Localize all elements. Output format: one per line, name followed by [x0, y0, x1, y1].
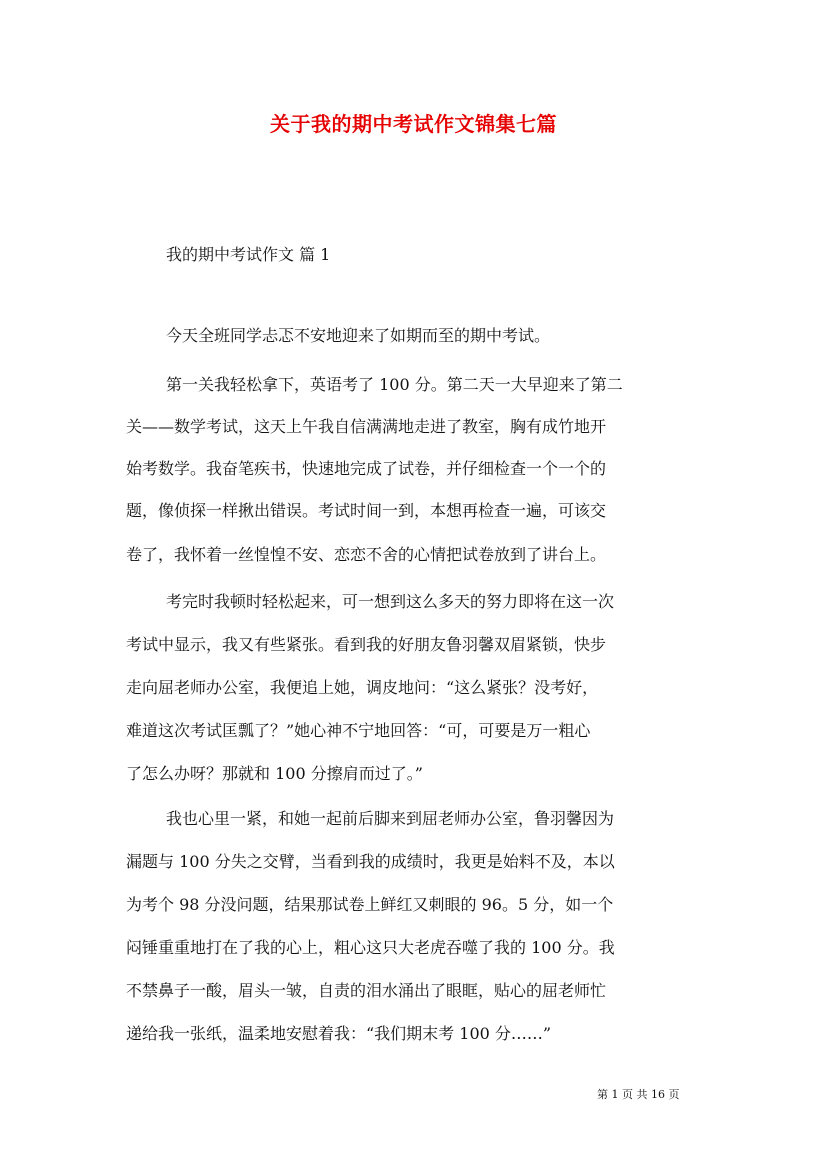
- body-line: 漏题与 100 分失之交臂，当看到我的成绩时，我更是始料不及，本以: [126, 852, 615, 871]
- body-line: 今天全班同学忐忑不安地迎来了如期而至的期中考试。: [166, 326, 551, 345]
- body-line: 考完时我顿时轻松起来，可一想到这么多天的努力即将在这一次: [166, 592, 615, 611]
- body-line: 递给我一张纸，温柔地安慰着我：“我们期末考 100 分……”: [126, 1024, 552, 1043]
- body-line: 第一关我轻松拿下，英语考了 100 分。第二天一大早迎来了第二: [166, 375, 623, 394]
- body-line: 考试中显示，我又有些紧张。看到我的好朋友鲁羽馨双眉紧锁，快步: [126, 635, 607, 654]
- body-line: 关——数学考试，这天上午我自信满满地走进了教室，胸有成竹地开: [126, 417, 607, 436]
- body-line: 走向屈老师办公室，我便追上她，调皮地问：“这么紧张？没考好，: [126, 678, 599, 697]
- body-line: 难道这次考试匡瓢了？”她心神不宁地回答：“可，可要是万一粗心: [126, 721, 591, 740]
- body-line: 卷了，我怀着一丝惶惶不安、恋恋不舍的心情把试卷放到了讲台上。: [126, 545, 607, 564]
- body-line: 不禁鼻子一酸，眉头一皱，自责的泪水涌出了眼眶，贴心的屈老师忙: [126, 981, 607, 1000]
- essay-heading: 我的期中考试作文 篇 1: [166, 245, 331, 264]
- document-title: 关于我的期中考试作文锦集七篇: [270, 112, 557, 136]
- body-line: 题，像侦探一样揪出错误。考试时间一到，本想再检查一遍，可该交: [126, 501, 607, 520]
- body-line: 闷锤重重地打在了我的心上，粗心这只大老虎吞噬了我的 100 分。我: [126, 938, 615, 957]
- body-line: 我也心里一紧，和她一起前后脚来到屈老师办公室，鲁羽馨因为: [166, 809, 615, 828]
- body-line: 始考数学。我奋笔疾书，快速地完成了试卷，并仔细检查一个一个的: [126, 459, 607, 478]
- body-line: 为考个 98 分没问题，结果那试卷上鲜红又刺眼的 96。5 分，如一个: [126, 895, 614, 914]
- page-number: 第 1 页 共 16 页: [597, 1088, 680, 1101]
- body-line: 了怎么办呀？那就和 100 分擦肩而过了。”: [126, 764, 423, 783]
